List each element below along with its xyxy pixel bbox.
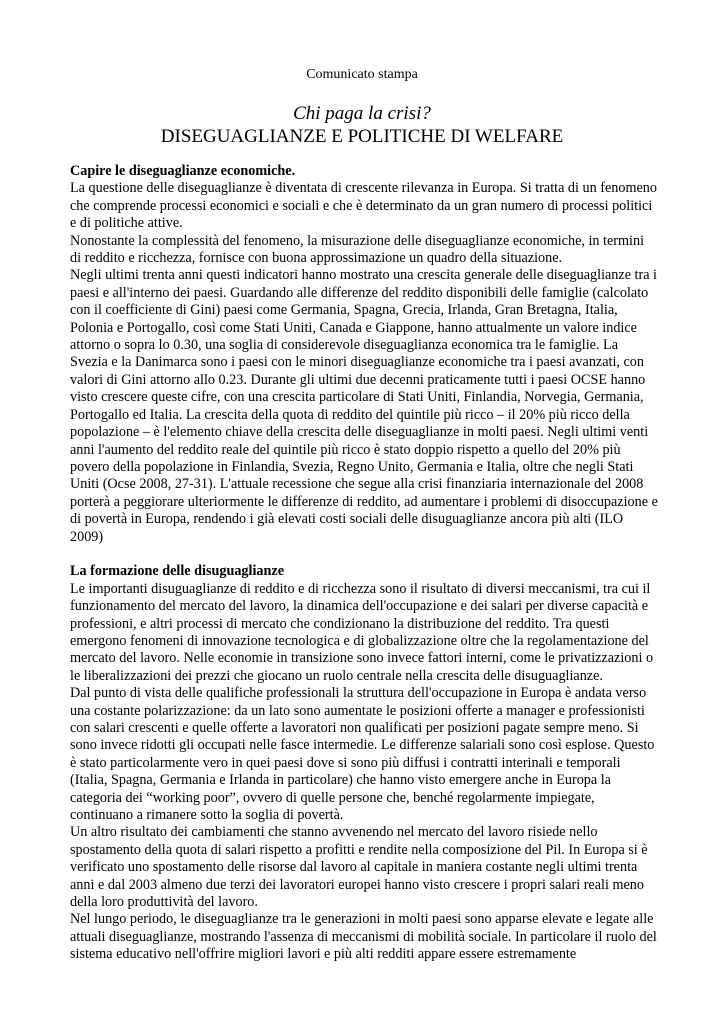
section-heading: La formazione delle disuguaglianze <box>70 563 284 580</box>
section-spacer <box>70 546 658 563</box>
section-capire <box>70 163 658 546</box>
paragraph: Le importanti disuguaglianze di reddito e di ricchezza sono il risultato di diversi meccanismi, tra cui il funzionamento del mercato del lavoro, la dinamica dell'occupazione e dei salari per diverse capacità e professioni, e altri processi di mercato che condizionano la distribuzione del reddito. Tra questi emergono fenomeni di innovazione tecnologica e di globalizzazione oltre che la regolamentazione del mercato del lavoro. Nelle economie in transizione sono invece fattori interni, come le privatizzazioni o le liberalizzazioni dei prezzi che giocano un ruolo centrale nella crescita delle disuguaglianze. <box>70 580 654 684</box>
document-body <box>70 163 658 964</box>
paragraph: Un altro risultato dei cambiamenti che stanno avvenendo nel mercato del lavoro risiede nello spostamento della quota di salari rispetto a profitti e rendite nella composizione del Pil. In Europa si è verificato uno spostamento delle risorse dal lavoro al capitale in maniera costante negli ultimi trenta anni e dal 2003 almeno due terzi dei lavoratori europei hanno visto crescere i propri salari reali meno della loro produttività del lavoro. <box>70 824 648 911</box>
section-formazione <box>70 563 658 963</box>
paragraph: La questione delle diseguaglianze è diventata di crescente rilevanza in Europa. Si tratta di un fenomeno che comprende processi economici e sociali e che è determinato da un gran numero di processi politici e di politiche attive. <box>70 180 657 232</box>
document-subtitle: DISEGUAGLIANZE E POLITICHE DI WELFARE <box>160 126 564 147</box>
paragraph: Nonostante la complessità del fenomeno, la misurazione delle diseguaglianze economiche, in termini di reddito e ricchezza, fornisce con buona approssimazione un quadro della situazione. <box>70 232 645 267</box>
document-title: Chi paga la crisi? <box>293 103 431 124</box>
paragraph: Nel lungo periodo, le diseguaglianze tra le generazioni in molti paesi sono apparse elevate e legate alle attuali diseguaglianze, mostrando l'assenza di meccanismi di mobilità sociale. In particolare il ruolo del sistema educativo nell'offrire migliori lavori e più alti redditi appare essere estremamente <box>70 911 657 963</box>
paragraph: Dal punto di vista delle qualifiche professionali la struttura dell'occupazione in Europa è andata verso una costante polarizzazione: da un lato sono aumentate le posizioni offerte a manager e professionisti con salari crescenti e quelle offerte a lavoratori non qualificati per posizioni pagate sempre meno. Si sono invece ridotti gli occupati nelle fasce intermedie. Le differenze salariali sono così esplose. Questo è stato particolarmente vero in quei paesi dove si sono più diffusi i contratti interinali e temporali (Italia, Spagna, Germania e Irlanda in particolare) che hanno visto emergere anche in Europa la categoria dei “working poor”, ovvero di quelle persone che, benché regolarmente impiegate, continuano a rimanere sotto la soglia di povertà. <box>70 685 655 824</box>
section-heading: Capire le diseguaglianze economiche. <box>70 163 296 179</box>
press-release-label: Comunicato stampa <box>306 67 418 82</box>
paragraph: Negli ultimi trenta anni questi indicatori hanno mostrato una crescita generale delle diseguaglianze tra i paesi e all'interno dei paesi. Guardando alle differenze del reddito disponibili delle famiglie (calcolato con il coefficiente di Gini) paesi come Germania, Spagna, Grecia, Irlanda, Gran Bretagna, Italia, Polonia e Portogallo, così come Stati Uniti, Canada e Giappone, hanno attualmente un valore indice attorno o sopra lo 0.30, una soglia di considerevole diseguaglianza economica tra le famiglie. La Svezia e la Danimarca sono i paesi con le minori diseguaglianze economiche tra i paesi avanzati, con valori di Gini attorno allo 0.23. Durante gli ultimi due decenni praticamente tutti i paesi OCSE hanno visto crescere queste cifre, con una crescita particolare di Stati Uniti, Finlandia, Norvegia, Germania, Portogallo ed Italia. La crescita della quota di reddito del quintile più ricco – il 20% più ricco della popolazione – è l'elemento chiave della crescita delle diseguaglianze in molti paesi. Negli ultimi venti anni l'aumento del reddito reale del quintile più ricco è stato doppio rispetto a quello del 20% più povero della popolazione in Finlandia, Svezia, Regno Unito, Germania e Italia, oltre che negli Stati Uniti (Ocse 2008, 27-31). L'attuale recessione che segue alla crisi finanziaria internazionale del 2008 porterà a peggiorare ulteriormente le differenze di reddito, ad aumentare i problemi di disoccupazione e di povertà in Europa, rendendo i già elevati costi sociali delle disuguaglianze ancora più alti (ILO 2009) <box>70 267 658 545</box>
